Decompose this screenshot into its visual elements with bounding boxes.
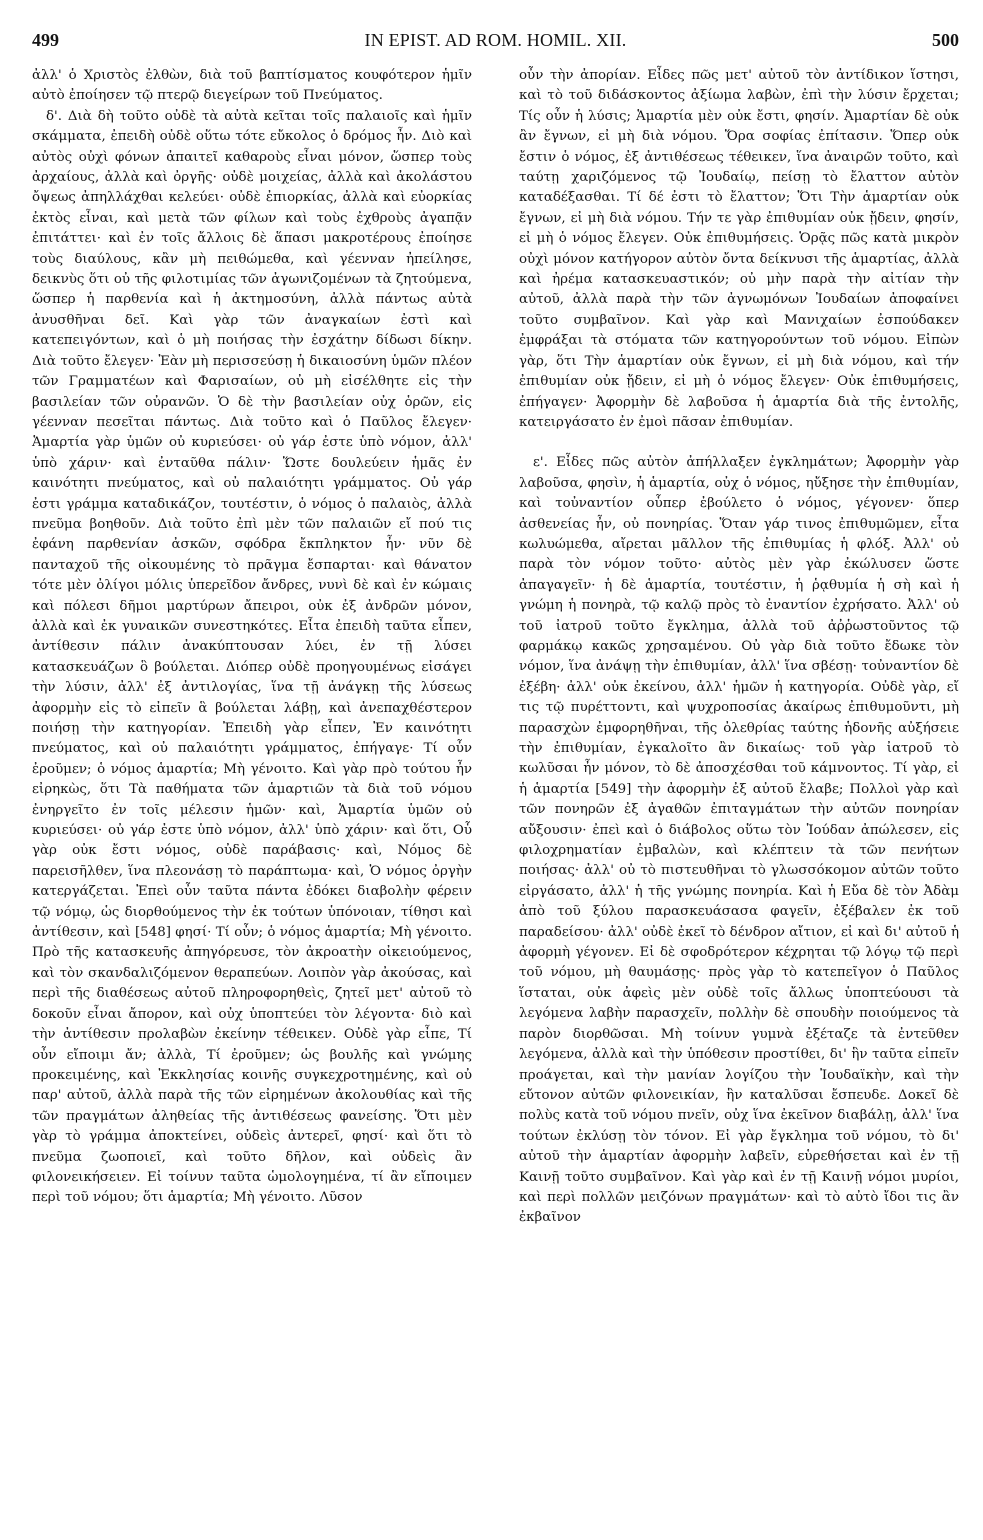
page-number-left: 499: [32, 30, 59, 50]
page-number-right: 500: [932, 30, 959, 50]
right-paragraph-1: οὖν τὴν ἀπορίαν. Εἶδες πῶς μετ' αὐτοῦ τὸν ἀντίδικον ἵστησι, καὶ τὸ τοῦ διδάσκοντος ἀξίωμα λαβὼν, ἐπὶ τὴν λύσιν ἔρχεται; Τίς οὖν ἡ λύσις; Ἁμαρτία μὲν οὐκ ἔστι, φησίν. Ἀμαρτίαν δὲ οὐκ ἂν ἔγνων, εἰ μὴ διὰ νόμου. Ὅρα σοφίας ἐπίτασιν. Ὅπερ οὐκ ἔστιν ὁ νόμος, ἐξ ἀντιθέσεως τέθεικεν, ἵνα ἀναιρῶν τοῦτο, καὶ ταύτῃ χαριζόμενος τῷ Ἰουδαίῳ, πείσῃ τὸ ἔλαττον αὐτὸν καταδέξασθαι. Τί δέ ἐστι τὸ ἔλαττον; Ὅτι Τὴν ἁμαρτίαν οὐκ ἔγνων, εἰ μὴ διὰ νόμου. Τήν τε γὰρ ἐπιθυμίαν οὐκ ᾔδειν, φησίν, εἰ μὴ ὁ νόμος ἔλεγεν. Οὐκ ἐπιθυμήσεις. Ὁρᾷς πῶς κατὰ μικρὸν οὐχὶ μόνον κατήγορον αὐτὸν ὄντα δείκνυσι τῆς ἁμαρτίας, ἀλλὰ καὶ ἠρέμα κατασκευαστικόν; οὐ μὴν παρὰ τὴν αἰτίαν τὴν αὐτοῦ, ἀλλὰ παρὰ τὴν τῶν ἀγνωμόνων Ἰουδαίων ἀποφαίνει τοῦτο συμβαῖνον. Καὶ γὰρ καὶ Μανιχαίων ἐσπούδακεν ἐμφράξαι τὰ στόματα τῶν κατηγορούντων τοῦ νόμου. Εἰπὼν γὰρ, ὅτι Τὴν ἁμαρτίαν οὐκ ἔγνων, εἰ μὴ διὰ νόμου, καὶ τήν ἐπιθυμίαν οὐκ ᾔδειν, εἰ μὴ ὁ νόμος ἔλεγεν· Οὐκ ἐπιθυμήσεις, ἐπήγαγεν· Ἀφορμὴν δὲ λαβοῦσα ἡ ἁμαρτία διὰ τῆς ἐντολῆς, κατειργάσατο ἐν ἐμοὶ πᾶσαν ἐπιθυμίαν.: [519, 68, 959, 430]
running-title: IN EPIST. AD ROM. HOMIL. XII.: [364, 30, 627, 50]
right-paragraph-2: ε'. Εἶδες πῶς αὐτὸν ἀπήλλαξεν ἐγκλημάτων; Ἀφορμὴν γὰρ λαβοῦσα, φησὶν, ἡ ἁμαρτία, οὐχ ὁ νόμος, ηὔξησε τὴν ἐπιθυμίαν, καὶ τοὐναντίον οὗπερ ἐβούλετο ὁ νόμος, γέγονεν· ὅπερ ἀσθενείας ἦν, οὐ πονηρίας. Ὅταν γάρ τινος ἐπιθυμῶμεν, εἶτα κωλυώμεθα, αἴρεται μᾶλλον τῆς ἐπιθυμίας ἡ φλόξ. Ἀλλ' οὐ παρὰ τὸν νόμον τοῦτο· αὐτὸς μὲν γὰρ ἐκώλυσεν ὥστε ἀπαγαγεῖν· ἡ δὲ ἁμαρτία, τουτέστιν, ἡ ῥᾳθυμία ἡ σὴ καὶ ἡ γνώμη ἡ πονηρὰ, τῷ καλῷ πρὸς τὸ ἐναντίον ἐχρήσατο. Ἀλλ' οὐ τοῦ ἰατροῦ τοῦτο ἔγκλημα, ἀλλὰ τοῦ ἀῤῥωστοῦντος τῷ φαρμάκῳ κακῶς χρησαμένου. Οὐ γὰρ διὰ τοῦτο ἔδωκε τὸν νόμον, ἵνα ἀνάψῃ τὴν ἐπιθυμίαν, ἀλλ' ἵνα σβέσῃ· τοὐναντίον δὲ ἐξέβη· ἀλλ' οὐκ ἐκείνου, ἀλλ' ἡμῶν ἡ κατηγορία. Οὐδὲ γὰρ, εἴ τις τῷ πυρέττοντι, καὶ ψυχροποσίας ἀκαίρως ἐπιθυμοῦντι, μὴ παρασχὼν ἐμφορηθῆναι, τῆς ὀλεθρίας ταύτης ἡδονῆς αὐξήσειε τὴν ἐπιθυμίαν, ἐγκαλοῖτο ἂν δικαίως· τοῦ γὰρ ἰατροῦ τὸ κωλῦσαι ἦν μόνον, τὸ δὲ ἀποσχέσθαι τοῦ κάμνοντος. Τί γὰρ, εἰ ἡ ἁμαρτία [549] τὴν ἀφορμὴν ἐξ αὐτοῦ ἔλαβε; Πολλοὶ γὰρ καὶ τῶν πονηρῶν ἐξ ἀγαθῶν ἐπιταγμάτων τὴν αὐτῶν πονηρίαν αὔξουσιν· ἐπεὶ καὶ ὁ διάβολος οὕτω τὸν Ἰούδαν ἀπώλεσεν, εἰς φιλοχρηματίαν ἐμβαλὼν, καὶ κλέπτειν τὰ τῶν πενήτων ποιήσας· ἀλλ' οὐ τὸ πιστευθῆναι τὸ γλωσσόκομον αὐτῶν τοῦτο εἰργάσατο, ἀλλ' ἡ τῆς γνώμης πονηρία. Καὶ ἡ Εὔα δὲ τὸν Ἀδὰμ ἀπὸ τοῦ ξύλου παρασκευάσασα φαγεῖν, ἐξέβαλεν ἐκ τοῦ παραδείσου· ἀλλ' οὐδὲ ἐκεῖ τὸ δένδρον αἴτιον, εἰ καὶ δι' αὐτοῦ ἡ ἀφορμὴ γέγονεν. Εἰ δὲ σφοδρότερον κέχρηται τῷ λόγῳ τῷ περὶ τοῦ νόμου, μὴ θαυμάσῃς· πρὸς γὰρ τὸ κατεπεῖγον ὁ Παῦλος ἵσταται, οὐκ ἀφεὶς μὲν οὐδὲ τοῖς ἄλλως ὑποπτεύουσι τὰ λεγόμενα λαβὴν παρασχεῖν, πολλὴν δὲ σπουδὴν ποιούμενος τὰ παρὸν διορθῶσαι. Μὴ τοίνυν γυμνὰ ἐξέταζε τὰ ἐντεῦθεν λεγόμενα, ἀλλὰ καὶ τὴν ὑπόθεσιν προστίθει, δι' ἣν ταῦτα εἰπεῖν προάγεται, καὶ τὴν μανίαν λογίζου τὴν Ἰουδαϊκὴν, καὶ τὴν εὔτονον αὐτῶν φιλονεικίαν, ἣν καταλῦσαι ἔσπευδε. Δοκεῖ δὲ πολὺς κατὰ τοῦ νόμου πνεῖν, οὐχ ἵνα ἐκεῖνον διαβάλῃ, ἀλλ' ἵνα τούτων ἐκλύσῃ τὸν τόνον. Εἰ γὰρ ἔγκλημα τοῦ νόμου, τὸ δι' αὐτοῦ τὴν ἁμαρτίαν ἀφορμὴν λαβεῖν, εὑρεθήσεται καὶ ἐν τῇ Καινῇ τοῦτο συμβαῖνον. Καὶ γὰρ καὶ ἐν τῇ Καινῇ νόμοι μυρίοι, καὶ περὶ πολλῶν μειζόνων πραγμάτων· καὶ τὸ αὐτὸ ἴδοι τις ἂν ἐκβαῖνον: [519, 455, 959, 1226]
right-column: [519, 66, 959, 1229]
page-header: [32, 30, 959, 52]
left-paragraph-2: δ'. Διὰ δὴ τοῦτο οὐδὲ τὰ αὐτὰ κεῖται τοῖς παλαιοῖς καὶ ἡμῖν σκάμματα, ἐπειδὴ οὐδὲ οὕτω τότε εὔκολος ὁ δρόμος ἦν. Διὸ καὶ αὐτὸς οὐχὶ φόνων ἀπαιτεῖ καθαροὺς εἶναι μόνον, ὥσπερ τοὺς ἀρχαίους, ἀλλὰ καὶ ὀργῆς· οὐδὲ μοιχείας, ἀλλὰ καὶ ἀκολάστου ὄψεως ἀπηλλάχθαι κελεύει· οὐδὲ ἐπιορκίας, ἀλλὰ καὶ εὐορκίας ἐκτὸς εἶναι, καὶ μετὰ τῶν φίλων καὶ τοὺς ἐχθροὺς ἀγαπᾷν ἐπιτάττει· καὶ ἐν τοῖς ἄλλοις δὲ ἅπασι μακροτέρους ἐποίησε τοὺς διαύλους, κἂν μὴ πειθώμεθα, καὶ γέενναν ἠπείλησε, δεικνὺς ὅτι οὐ τῆς φιλοτιμίας τῶν ἀγωνιζομένων τὰ ζητούμενα, ὥσπερ ἡ παρθενία καὶ ἡ ἀκτημοσύνη, ἀλλὰ πάντως αὐτὰ ἀνυσθῆναι δεῖ. Καὶ γὰρ τῶν ἀναγκαίων ἐστὶ καὶ κατεπειγόντων, καὶ ὁ μὴ ποιήσας τὴν ἐσχάτην δίδωσι δίκην. Διὰ τοῦτο ἔλεγεν· Ἐὰν μὴ περισσεύσῃ ἡ δικαιοσύνη ὑμῶν πλέον τῶν Γραμματέων καὶ Φαρισαίων, οὐ μὴ εἰσέλθητε εἰς τὴν βασιλείαν τῶν οὐρανῶν. Ὁ δὲ τὴν βασιλείαν οὐχ ὁρῶν, εἰς γέενναν πεσεῖται πάντως. Διὰ τοῦτο καὶ ὁ Παῦλος ἔλεγεν· Ἁμαρτία γὰρ ὑμῶν οὐ κυριεύσει· οὐ γάρ ἐστε ὑπὸ νόμον, ἀλλ' ὑπὸ χάριν· καὶ ἐνταῦθα πάλιν· Ὥστε δουλεύειν ἡμᾶς ἐν καινότητι πνεύματος, καὶ οὐ παλαιότητι γράμματος. Οὐ γάρ ἐστι γράμμα καταδικάζον, τουτέστιν, ὁ νόμος ὁ παλαιὸς, ἀλλὰ πνεῦμα βοηθοῦν. Διὰ τοῦτο ἐπὶ μὲν τῶν παλαιῶν εἴ πού τις ἐφάνη παρθενίαν ἀσκῶν, σφόδρα ἔκπληκτον ἦν· νῦν δὲ πανταχοῦ τῆς οἰκουμένης τὸ πρᾶγμα ἔσπαρται· καὶ θάνατον τότε μὲν ὀλίγοι μόλις ὑπερεῖδον ἄνδρες, νυνὶ δὲ καὶ ἐν κώμαις καὶ πόλεσι δῆμοι μαρτύρων ἄπειροι, οὐκ ἐξ ἀνδρῶν μόνον, ἀλλὰ καὶ ἐκ γυναικῶν συνεστηκότες. Εἶτα ἐπειδὴ ταῦτα εἶπεν, ἀντίθεσιν πάλιν ἀνακύπτουσαν λύει, ἐν τῇ λύσει κατασκευάζων ὃ βούλεται. Διόπερ οὐδὲ προηγουμένως εἰσάγει τὴν λύσιν, ἀλλ' ἐξ ἀντιλογίας, ἵνα τῇ ἀνάγκῃ τῆς λύσεως ἀφορμὴν εἰς τὸ εἰπεῖν ἃ βούλεται λάβῃ, καὶ ἀνεπαχθέστερον ποιήσῃ τὴν κατηγορίαν. Ἐπειδὴ γὰρ εἶπεν, Ἐν καινότητι πνεύματος, καὶ οὐ παλαιότητι γράμματος, ἐπήγαγε· Τί οὖν ἐροῦμεν; ὁ νόμος ἁμαρτία; Μὴ γένοιτο. Καὶ γὰρ πρὸ τούτου ἦν εἰρηκὼς, ὅτι Τὰ παθήματα τῶν ἁμαρτιῶν τὰ διὰ τοῦ νόμου ἐνηργεῖτο ἐν τοῖς μέλεσιν ἡμῶν· καὶ, Ἁμαρτία ὑμῶν οὐ κυριεύσει· οὐ γάρ ἐστε ὑπὸ νόμον, ἀλλ' ὑπὸ χάριν· καὶ ὅτι, Οὗ γὰρ οὐκ ἔστι νόμος, οὐδὲ παράβασις· καὶ, Νόμος δὲ παρεισῆλθεν, ἵνα πλεονάσῃ τὸ παράπτωμα· καὶ, Ὁ νόμος ὀργὴν κατεργάζεται. Ἐπεὶ οὖν ταῦτα πάντα ἐδόκει διαβολὴν φέρειν τῷ νόμῳ, ὡς διορθούμενος τὴν ἐκ τούτων ὑπόνοιαν, τίθησι καὶ ἀντίθεσιν, καὶ [548] φησί· Τί οὖν; ὁ νόμος ἁμαρτία; Μὴ γένοιτο. Πρὸ τῆς κατασκευῆς ἀπηγόρευσε, τὸν ἀκροατὴν οἰκειούμενος, καὶ τὸν σκανδαλιζόμενον θεραπεύων. Λοιπὸν γὰρ ἀκούσας, καὶ περὶ τῆς διαθέσεως αὐτοῦ πληροφορηθεὶς, ζητεῖ μετ' αὐτοῦ τὸ δοκοῦν εἶναι ἄπορον, καὶ οὐχ ὑποπτεύει τὸν λέγοντα· διὸ καὶ τὴν ἀντίθεσιν προλαβὼν ἐκείνην τέθεικεν. Οὐδὲ γὰρ εἶπε, Τί οὖν εἴποιμι ἄν; ἀλλὰ, Τί ἐροῦμεν; ὡς βουλῆς καὶ γνώμης προκειμένης, καὶ Ἐκκλησίας κοινῆς συγκεχροτημένης, καὶ οὐ παρ' αὐτοῦ, ἀλλὰ παρὰ τῆς τῶν εἰρημένων ἀκολουθίας καὶ τῆς τῶν πραγμάτων ἀληθείας τῆς ἀντιθέσεως φανείσης. Ὅτι μὲν γὰρ τὸ γράμμα ἀποκτείνει, οὐδεὶς ἀντερεῖ, φησί· καὶ ὅτι τὸ πνεῦμα ζωοποιεῖ, καὶ τοῦτο δῆλον, καὶ οὐδεὶς ἂν φιλονεικήσειεν. Εἰ τοίνυν ταῦτα ὡμολογημένα, τί ἂν εἴποιμεν περὶ τοῦ νόμου; ὅτι ἁμαρτία; Μὴ γένοιτο. Λῦσον: [32, 108, 472, 1206]
left-paragraph-1: ἀλλ' ὁ Χριστὸς ἐλθὼν, διὰ τοῦ βαπτίσματος κουφότερον ἡμῖν αὐτὸ ἐποίησεν τῷ πτερῷ διεγείρων τοῦ Πνεύματος.: [32, 68, 472, 104]
text-columns: [32, 66, 959, 1526]
left-column: [32, 66, 472, 1209]
